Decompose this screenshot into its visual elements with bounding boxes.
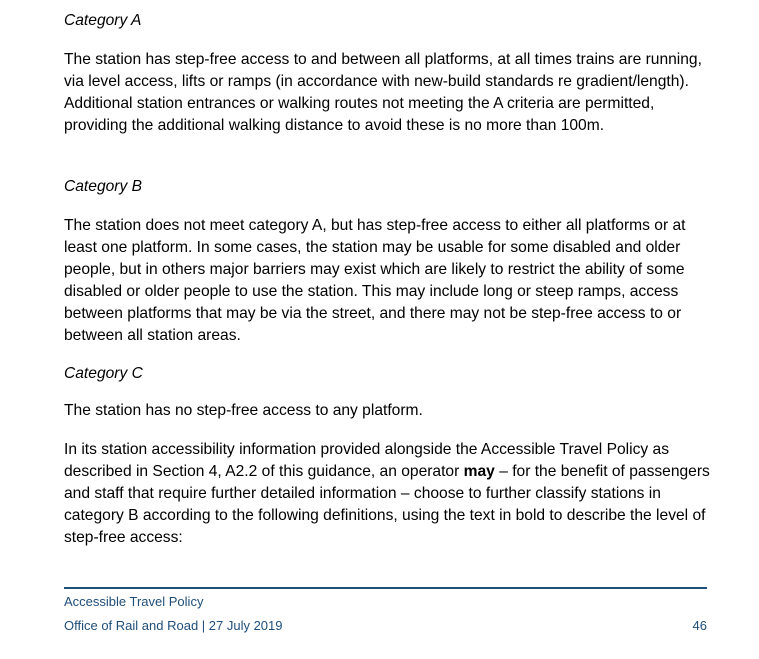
closing-text-before: In its station accessibility information provided alongside the Accessible Travel Policy as described in Section 4, A2.2 of this guidance, an operator xyxy=(64,441,669,480)
heading-category-c: Category C xyxy=(64,365,143,382)
heading-category-b: Category B xyxy=(64,178,143,195)
page-number: 46 xyxy=(692,618,707,633)
closing-bold-may: may xyxy=(463,463,495,480)
closing-text-after: – for the benefit of passengers and staff that require further detailed information – choose to further classify stations in category B according to the following definitions, using the text in bold to describe the level of step-free access: xyxy=(64,463,710,546)
footer-org-date: Office of Rail and Road | 27 July 2019 xyxy=(64,618,283,633)
footer-title: Accessible Travel Policy xyxy=(64,594,204,609)
heading-category-a: Category A xyxy=(64,12,142,29)
paragraph-category-c: The station has no step-free access to any platform. xyxy=(64,402,423,419)
footer-divider xyxy=(64,587,707,589)
paragraph-closing xyxy=(64,439,714,549)
paragraph-category-b: The station does not meet category A, but has step-free access to either all platforms or at least one platform. In some cases, the station may be usable for some disabled and older people, but in others major barriers may exist which are likely to restrict the ability of some disabled or older people to use the station. This may include long or steep ramps, access between platforms that may be via the street, and there may not be step-free access to or between all station areas. xyxy=(64,217,686,344)
paragraph-category-a: The station has step-free access to and between all platforms, at all times trains are running, via level access, lifts or ramps (in accordance with new-build standards re gradient/length). Additional station entrances or walking routes not meeting the A criteria are permitted, providing the additional walking distance to avoid these is no more than 100m. xyxy=(64,51,702,134)
